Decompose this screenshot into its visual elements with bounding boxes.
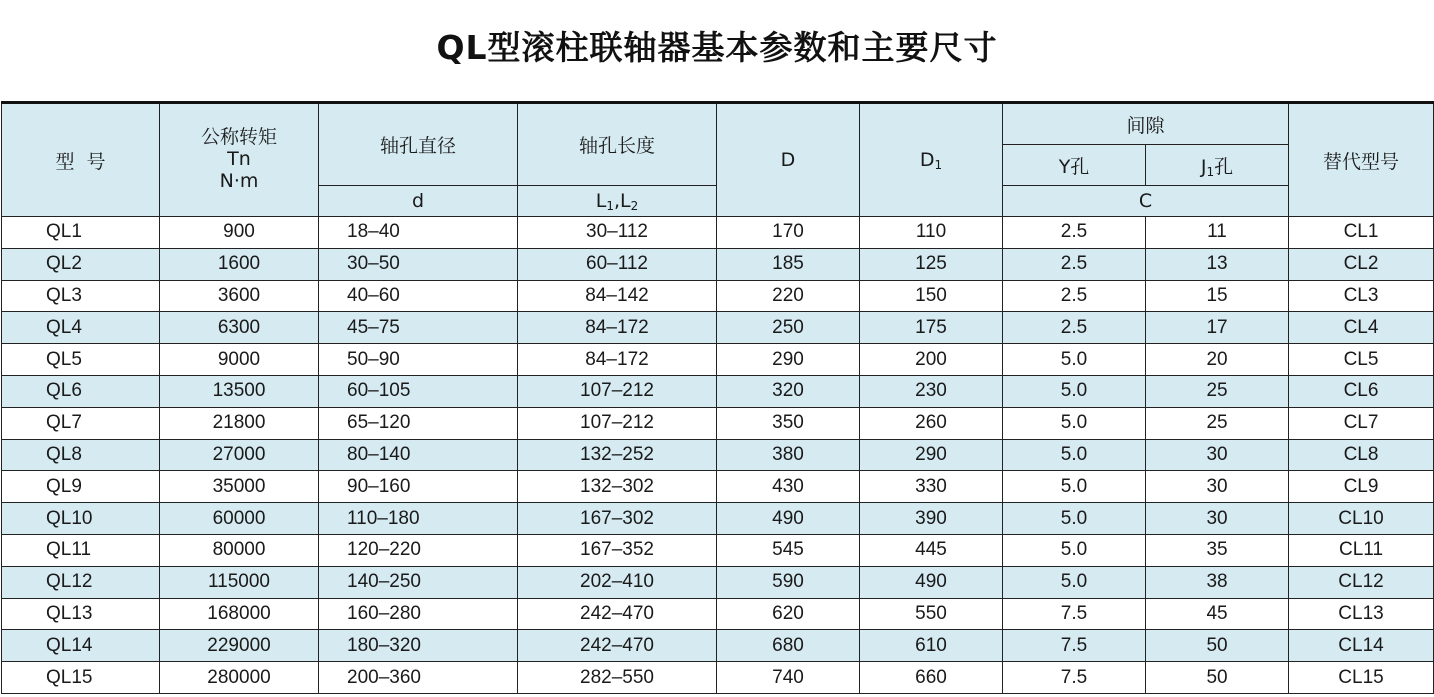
cell-y: 5.0 (1003, 566, 1146, 598)
cell-d: 200–360 (319, 662, 518, 694)
cell-D: 350 (717, 407, 860, 439)
cell-model: QL9 (2, 471, 160, 503)
cell-D1: 330 (860, 471, 1003, 503)
header-replacement: 替代型号 (1289, 103, 1434, 217)
cell-y: 5.0 (1003, 439, 1146, 471)
cell-j1: 17 (1146, 312, 1289, 344)
cell-l: 107–212 (518, 407, 717, 439)
cell-j1: 25 (1146, 375, 1289, 407)
header-D1-base: D (919, 148, 935, 171)
cell-y: 2.5 (1003, 280, 1146, 312)
cell-j1: 30 (1146, 439, 1289, 471)
cell-tn: 900 (160, 217, 319, 249)
cell-model: QL1 (2, 217, 160, 249)
table-row (2, 534, 1434, 566)
header-l1-sub: 1 (606, 198, 614, 213)
header-bore-diameter: 轴孔直径 (319, 103, 518, 186)
cell-alt: CL4 (1289, 312, 1434, 344)
table-row (2, 630, 1434, 662)
header-y-hole: Y孔 (1003, 145, 1146, 186)
cell-model: QL7 (2, 407, 160, 439)
cell-D1: 290 (860, 439, 1003, 471)
cell-d: 60–105 (319, 375, 518, 407)
table-row (2, 503, 1434, 535)
cell-alt: CL5 (1289, 344, 1434, 376)
cell-l: 84–142 (518, 280, 717, 312)
header-torque-symbol: Tn (227, 148, 251, 171)
cell-l: 84–172 (518, 312, 717, 344)
cell-D1: 390 (860, 503, 1003, 535)
cell-l: 132–252 (518, 439, 717, 471)
cell-alt: CL15 (1289, 662, 1434, 694)
cell-tn: 115000 (160, 566, 319, 598)
header-j1-base: J (1200, 155, 1207, 178)
cell-D1: 110 (860, 217, 1003, 249)
cell-model: QL5 (2, 344, 160, 376)
cell-D1: 175 (860, 312, 1003, 344)
cell-D: 740 (717, 662, 860, 694)
cell-y: 7.5 (1003, 662, 1146, 694)
cell-tn: 168000 (160, 598, 319, 630)
cell-tn: 13500 (160, 375, 319, 407)
cell-tn: 80000 (160, 534, 319, 566)
table-row (2, 662, 1434, 694)
header-l1-base: L (595, 189, 607, 212)
header-model: 型 号 (2, 103, 160, 217)
cell-D1: 200 (860, 344, 1003, 376)
spec-table (1, 101, 1434, 694)
cell-D: 220 (717, 280, 860, 312)
header-j1-sub: 1 (1206, 164, 1215, 179)
cell-D: 250 (717, 312, 860, 344)
cell-D: 590 (717, 566, 860, 598)
cell-alt: CL1 (1289, 217, 1434, 249)
cell-j1: 20 (1146, 344, 1289, 376)
cell-D1: 230 (860, 375, 1003, 407)
cell-y: 5.0 (1003, 344, 1146, 376)
cell-D: 680 (717, 630, 860, 662)
cell-tn: 9000 (160, 344, 319, 376)
cell-d: 30–50 (319, 248, 518, 280)
cell-d: 40–60 (319, 280, 518, 312)
cell-alt: CL11 (1289, 534, 1434, 566)
cell-alt: CL9 (1289, 471, 1434, 503)
cell-tn: 60000 (160, 503, 319, 535)
cell-D: 170 (717, 217, 860, 249)
cell-l: 242–470 (518, 630, 717, 662)
cell-j1: 45 (1146, 598, 1289, 630)
cell-l: 282–550 (518, 662, 717, 694)
header-torque-label: 公称转矩 (200, 126, 277, 149)
cell-y: 2.5 (1003, 217, 1146, 249)
page-title: QL型滚柱联轴器基本参数和主要尺寸 (436, 28, 998, 67)
cell-j1: 11 (1146, 217, 1289, 249)
cell-alt: CL2 (1289, 248, 1434, 280)
cell-D: 320 (717, 375, 860, 407)
cell-tn: 6300 (160, 312, 319, 344)
header-D1-sub: 1 (934, 157, 943, 172)
cell-d: 65–120 (319, 407, 518, 439)
table-row (2, 217, 1434, 249)
cell-l: 167–302 (518, 503, 717, 535)
cell-l: 30–112 (518, 217, 717, 249)
cell-j1: 35 (1146, 534, 1289, 566)
cell-d: 18–40 (319, 217, 518, 249)
cell-alt: CL10 (1289, 503, 1434, 535)
cell-tn: 35000 (160, 471, 319, 503)
cell-l: 202–410 (518, 566, 717, 598)
table-row (2, 439, 1434, 471)
cell-l: 107–212 (518, 375, 717, 407)
cell-d: 140–250 (319, 566, 518, 598)
cell-D1: 445 (860, 534, 1003, 566)
cell-tn: 3600 (160, 280, 319, 312)
cell-model: QL3 (2, 280, 160, 312)
header-l2-sub: 2 (630, 198, 639, 213)
cell-d: 45–75 (319, 312, 518, 344)
cell-D1: 610 (860, 630, 1003, 662)
cell-j1: 30 (1146, 503, 1289, 535)
cell-y: 5.0 (1003, 407, 1146, 439)
cell-j1: 38 (1146, 566, 1289, 598)
cell-tn: 1600 (160, 248, 319, 280)
cell-l: 242–470 (518, 598, 717, 630)
cell-D: 290 (717, 344, 860, 376)
cell-tn: 280000 (160, 662, 319, 694)
cell-alt: CL14 (1289, 630, 1434, 662)
header-j1-hole (1146, 145, 1289, 186)
cell-D1: 150 (860, 280, 1003, 312)
cell-d: 110–180 (319, 503, 518, 535)
cell-j1: 50 (1146, 662, 1289, 694)
cell-y: 7.5 (1003, 598, 1146, 630)
cell-tn: 229000 (160, 630, 319, 662)
cell-alt: CL7 (1289, 407, 1434, 439)
cell-j1: 13 (1146, 248, 1289, 280)
cell-model: QL13 (2, 598, 160, 630)
cell-model: QL6 (2, 375, 160, 407)
cell-l: 167–352 (518, 534, 717, 566)
cell-D1: 550 (860, 598, 1003, 630)
table-body (2, 217, 1434, 694)
cell-D: 545 (717, 534, 860, 566)
cell-d: 180–320 (319, 630, 518, 662)
header-torque-unit: N·m (219, 169, 259, 192)
cell-l: 132–302 (518, 471, 717, 503)
cell-D: 430 (717, 471, 860, 503)
cell-y: 5.0 (1003, 375, 1146, 407)
cell-d: 160–280 (319, 598, 518, 630)
cell-j1: 50 (1146, 630, 1289, 662)
cell-l: 60–112 (518, 248, 717, 280)
header-D: D (717, 103, 860, 217)
cell-D: 490 (717, 503, 860, 535)
cell-D1: 660 (860, 662, 1003, 694)
header-gap: 间隙 (1003, 103, 1289, 145)
table-row (2, 344, 1434, 376)
cell-D: 380 (717, 439, 860, 471)
cell-D1: 260 (860, 407, 1003, 439)
table-row (2, 312, 1434, 344)
cell-tn: 21800 (160, 407, 319, 439)
table-row (2, 280, 1434, 312)
cell-model: QL15 (2, 662, 160, 694)
cell-l: 84–172 (518, 344, 717, 376)
header-torque (160, 103, 319, 217)
cell-alt: CL6 (1289, 375, 1434, 407)
header-l2-base: ,L (613, 189, 631, 212)
cell-D: 185 (717, 248, 860, 280)
cell-model: QL11 (2, 534, 160, 566)
cell-y: 5.0 (1003, 471, 1146, 503)
cell-d: 90–160 (319, 471, 518, 503)
header-d-symbol: d (319, 186, 518, 217)
cell-model: QL2 (2, 248, 160, 280)
header-D1 (860, 103, 1003, 217)
cell-model: QL8 (2, 439, 160, 471)
cell-j1: 25 (1146, 407, 1289, 439)
cell-d: 50–90 (319, 344, 518, 376)
cell-model: QL4 (2, 312, 160, 344)
header-l-symbol (518, 186, 717, 217)
cell-alt: CL13 (1289, 598, 1434, 630)
cell-d: 80–140 (319, 439, 518, 471)
cell-y: 5.0 (1003, 503, 1146, 535)
cell-d: 120–220 (319, 534, 518, 566)
table-row (2, 566, 1434, 598)
cell-alt: CL12 (1289, 566, 1434, 598)
table-header (2, 103, 1434, 217)
cell-D1: 125 (860, 248, 1003, 280)
cell-alt: CL3 (1289, 280, 1434, 312)
cell-model: QL12 (2, 566, 160, 598)
table-row (2, 248, 1434, 280)
table-row (2, 407, 1434, 439)
cell-y: 2.5 (1003, 248, 1146, 280)
header-j1-rest: 孔 (1214, 155, 1234, 178)
cell-D1: 490 (860, 566, 1003, 598)
header-bore-length: 轴孔长度 (518, 103, 717, 186)
cell-j1: 30 (1146, 471, 1289, 503)
cell-tn: 27000 (160, 439, 319, 471)
table-row (2, 471, 1434, 503)
cell-D: 620 (717, 598, 860, 630)
cell-y: 5.0 (1003, 534, 1146, 566)
cell-j1: 15 (1146, 280, 1289, 312)
cell-model: QL10 (2, 503, 160, 535)
table-row (2, 375, 1434, 407)
cell-y: 2.5 (1003, 312, 1146, 344)
table-row (2, 598, 1434, 630)
cell-y: 7.5 (1003, 630, 1146, 662)
header-c-symbol: C (1003, 186, 1289, 217)
cell-alt: CL8 (1289, 439, 1434, 471)
cell-model: QL14 (2, 630, 160, 662)
